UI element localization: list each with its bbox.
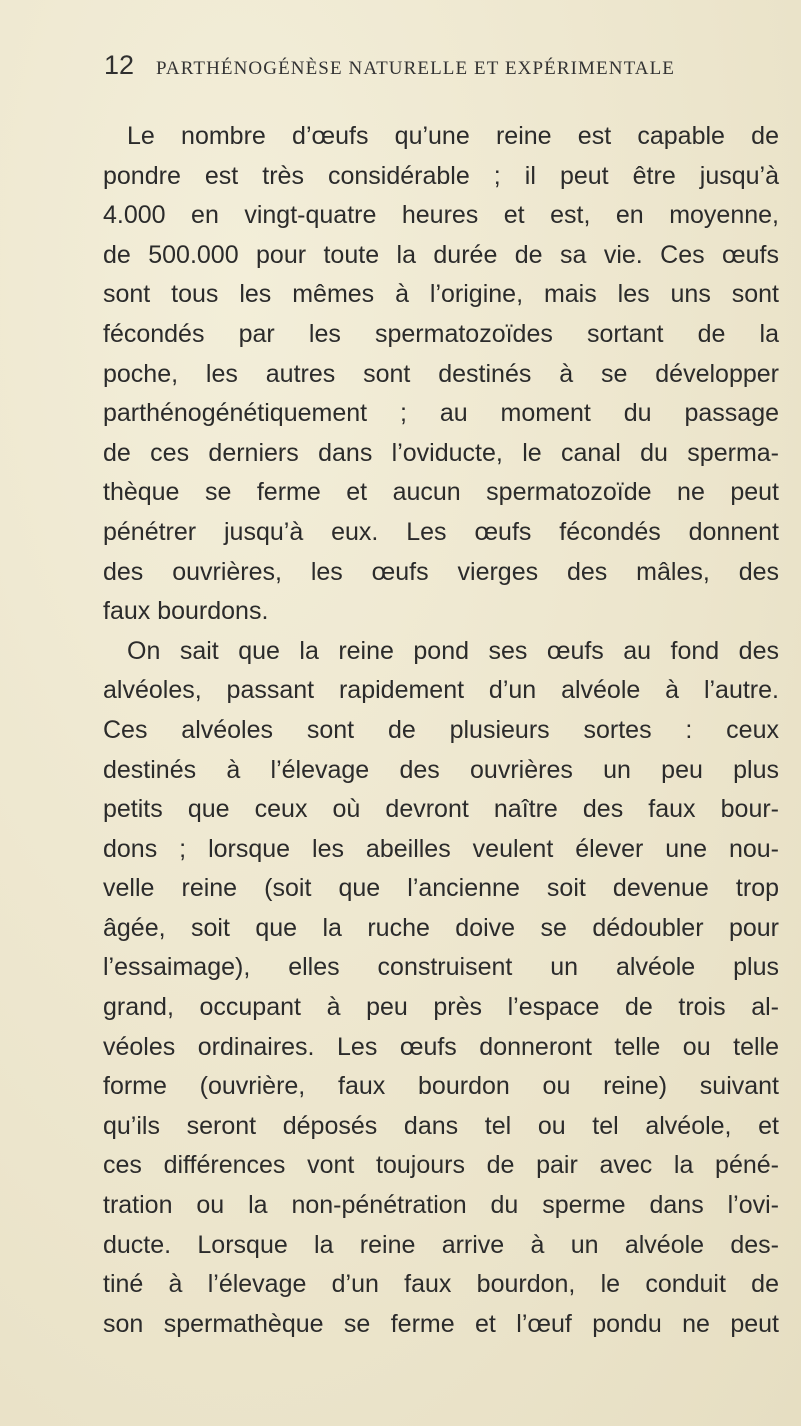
text-line: forme (ouvrière, faux bourdon ou reine) suivant [103, 1072, 779, 1101]
text-line: fécondés par les spermatozoïdes sortant de la [103, 319, 779, 348]
text-line: tiné à l’élevage d’un faux bourdon, le conduit de [103, 1270, 779, 1299]
text-line: velle reine (soit que l’ancienne soit devenue trop [103, 874, 779, 903]
page-number: 12 [104, 50, 135, 80]
running-title: PARTHÉNOGÉNÈSE NATURELLE ET EXPÉRIMENTALE [156, 58, 675, 79]
text-line: alvéoles, passant rapidement d’un alvéole à l’autre. [103, 676, 779, 705]
text-line: poche, les autres sont destinés à se développer [103, 359, 779, 388]
text-line: parthénogénétiquement ; au moment du passage [103, 399, 779, 428]
text-line: Ces alvéoles sont de plusieurs sortes : ceux [103, 715, 779, 744]
text-line: petits que ceux où devront naître des faux bour- [103, 795, 779, 824]
text-line: des ouvrières, les œufs vierges des mâles, des [103, 557, 779, 586]
text-line: ducte. Lorsque la reine arrive à un alvéole des- [103, 1230, 779, 1259]
text-line: ces différences vont toujours de pair avec la péné- [103, 1151, 779, 1180]
text-line: l’essaimage), elles construisent un alvéole plus [103, 953, 779, 982]
text-line: destinés à l’élevage des ouvrières un peu plus [103, 755, 779, 784]
text-line: pondre est très considérable ; il peut être jusqu’à [103, 161, 779, 190]
text-line: âgée, soit que la ruche doive se dédoubler pour [103, 913, 779, 942]
text-line: 4.000 en vingt-quatre heures et est, en moyenne, [103, 201, 779, 230]
text-line: son spermathèque se ferme et l’œuf pondu ne peut [103, 1309, 779, 1338]
text-line: tration ou la non-pénétration du sperme dans l’ovi- [103, 1191, 779, 1220]
running-head [104, 50, 764, 90]
body-text [103, 117, 779, 1344]
text-line: pénétrer jusqu’à eux. Les œufs fécondés donnent [103, 517, 779, 546]
text-line: Le nombre d’œufs qu’une reine est capable de [127, 122, 779, 150]
text-line: sont tous les mêmes à l’origine, mais les uns sont [103, 280, 779, 309]
text-line: véoles ordinaires. Les œufs donneront telle ou telle [103, 1032, 779, 1061]
text-line: de 500.000 pour toute la durée de sa vie. Ces œufs [103, 240, 779, 269]
text-line: de ces derniers dans l’oviducte, le canal du sperma- [103, 438, 779, 467]
text-line: faux bourdons. [103, 597, 269, 626]
text-line: dons ; lorsque les abeilles veulent élever une nou- [103, 834, 779, 863]
text-line: thèque se ferme et aucun spermatozoïde ne peut [103, 478, 779, 507]
text-line: On sait que la reine pond ses œufs au fond des [127, 636, 779, 665]
text-line: grand, occupant à peu près l’espace de trois al- [103, 993, 779, 1022]
text-line: qu’ils seront déposés dans tel ou tel alvéole, et [103, 1111, 779, 1140]
